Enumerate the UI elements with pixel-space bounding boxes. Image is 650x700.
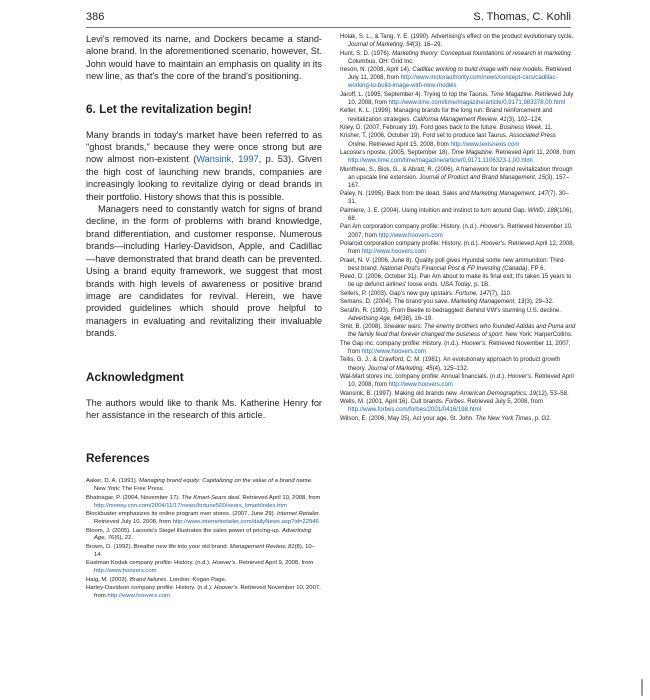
reference-text: Wal-Mart stores inc. company profile: Annual financials. (n.d.).: [340, 374, 508, 381]
reference-source: Hoover's: [507, 374, 532, 381]
reference-entry: [340, 340, 576, 356]
reference-text: Serafin, R. (1993). From Beetle to bedraggled: Behind VW's stunning U.S. decline.: [340, 307, 561, 314]
reference-url-link[interactable]: http://www.hoovers.com: [378, 232, 443, 239]
reference-text: Sellers, P. (2003). Gap's new guy upstairs.: [340, 290, 456, 297]
reference-text: Munthree, S., Bick, G., & Abratt, R. (2006). A framework for brand revitalization through an upscale line extension.: [340, 166, 573, 181]
reference-text: . New York: HarperCollins.: [501, 332, 573, 339]
reference-source: Time Magazine: [490, 91, 532, 98]
reference-text: Wilson, E. (2006, May 25). Act your age, St. John.: [340, 415, 476, 422]
reference-text: (8), 10–14.: [94, 543, 315, 558]
reference-source: Journal of Product and Brand Management, 15: [419, 174, 546, 181]
reference-text: (4), 125–132.: [432, 365, 469, 372]
reference-source: USA Today: [440, 282, 471, 289]
reference-text: . Columbus, OH: Grid Inc.: [348, 50, 573, 65]
reference-text: . Retrieved July 10, 2008, from: [348, 91, 574, 106]
reference-source: Journal of Marketing, 45: [367, 365, 433, 372]
reference-text: Lacoste's riposte. (2005, September 18).: [340, 150, 451, 157]
reference-text: Aaker, D. A. (1991).: [86, 478, 140, 485]
reference-text: . Retrieved November 11, 2007, from: [348, 340, 571, 355]
reference-entry: [340, 373, 576, 389]
reference-text: , p. 1B.: [470, 282, 490, 289]
reference-text: . Retrieved April 15, 2008, from: [365, 141, 451, 148]
reference-entry: [340, 307, 576, 323]
reference-text: Blockbuster emphasizes its online program over stores. (2007, June 29).: [86, 511, 277, 518]
reference-text: (3), 157–167.: [348, 174, 570, 189]
reference-text: . Retrieved July 5, 2008, from: [463, 399, 543, 406]
references-title: References: [86, 451, 150, 466]
reference-text: . Retrieved April 10, 2008, from: [348, 374, 574, 389]
reference-source: Journal of Marketing, 54: [348, 42, 413, 49]
reference-text: Paley, N. (1995). Back from the dead.: [340, 191, 443, 198]
reference-text: (3), 29–32.: [524, 299, 554, 306]
reference-entry: [340, 257, 576, 273]
reference-text: The Gap inc. company profile: History. (n.d.).: [340, 340, 462, 347]
reference-source: Sneaker wars: The enemy brothers who founded Adidas and Puma and the family feud that forever changed the business of sport: [348, 324, 576, 339]
reference-text: . Retrieved April 10, 2008, from: [239, 494, 321, 501]
reference-text: Holak, S. L., & Tang, Y. E. (1990). Advertising's effect on the product evolutionary cycle.: [340, 34, 574, 40]
reference-source: Forbes: [445, 399, 464, 406]
reference-source: WWD, 188: [527, 207, 558, 214]
reference-entry: [86, 544, 322, 560]
citation-link-wansink-1997[interactable]: Wansink, 1997: [196, 154, 259, 165]
reference-entry: [86, 495, 322, 511]
reference-url-link[interactable]: http://www.hoovers.com: [107, 593, 170, 600]
reference-entry: [340, 223, 576, 239]
reference-text: (7), 110.: [489, 290, 512, 297]
reference-source: Time Magazine: [450, 150, 493, 157]
reference-entry: [340, 298, 576, 306]
intro-paragraph: Levi's removed its name, and Dockers became a stand-alone brand. In the aforementioned scenario, however, St. John would have to maintain an emphasis on quality in its new line, as that's the core of the brand's positioning.: [86, 34, 322, 82]
reference-source: Managing brand equity: Capitalizing on the value of a brand name: [139, 478, 311, 485]
reference-source: The New York Times: [475, 415, 532, 422]
reference-text: Jaroff, L. (1995, September 4). Trying to top the Taurus.: [340, 91, 491, 98]
reference-entry: [86, 528, 322, 544]
reference-url-link[interactable]: http://www.lexisnexis.com: [450, 141, 520, 148]
reference-text: Semans, D. (2004). The brand you save.: [340, 299, 451, 306]
reference-entry: [86, 511, 322, 527]
reference-text: (38), 16–19.: [400, 315, 433, 322]
reference-text: Brown, D. (1992). Breathe new life into your old brand.: [86, 543, 230, 550]
section-6-paragraph-1: Many brands in today's market have been referred to as "ghost brands," because they were once strong but are now almost non-existent (Wansink, 1997, p. 53). Given the high cost of launching new brands, companies are increasingly looking to revitalize dying or dead brands in their portfolio. History shows that this is possible.: [86, 129, 322, 202]
reference-entry: [340, 91, 576, 107]
reference-url-link[interactable]: http://money.cnn.com/2004/11/17/news/fortune500/sears_kmart/index.htm: [94, 502, 287, 509]
page-number: 386: [86, 11, 105, 23]
reference-text: Eastman Kodak company profile: History. (n.d.).: [86, 560, 213, 567]
reference-source: Fortune, 147: [455, 290, 490, 297]
reference-text: Tellis, G. J., & Crawford, C. M. (1981). An evolutionary approach to product growth theory.: [340, 357, 561, 372]
reference-text: . Retrieved April 12, 2008, from: [348, 241, 575, 256]
right-column: [340, 33, 576, 423]
reference-url-link[interactable]: http://www.time.com/time/magazine/article/0,9171,1106323-1,00.html: [348, 158, 533, 165]
reference-entry: [340, 240, 576, 256]
reference-text: Wells, M. (2001, April 16). Cult brands.: [340, 399, 446, 406]
reference-url-link[interactable]: http://www.forbes.com/forbes/2001/0416/198.html: [348, 407, 482, 414]
reference-entry: [340, 398, 576, 414]
reference-text: Ireson, N. (2008, April 14).: [340, 67, 413, 74]
left-column: [86, 33, 322, 602]
acknowledgment-title: Acknowledgment: [86, 369, 184, 384]
reference-text: Keller, K. L. (1999). Managing brands for the long run: Brand reinforcement and revitalization strategies.: [340, 108, 553, 123]
reference-entry: [340, 390, 576, 398]
reference-text: Bhatnagar, P. (2004, November 17).: [86, 494, 182, 501]
reference-entry: [86, 478, 322, 494]
reference-url-link[interactable]: http://www.internetretailer.com/dailyNews.asp?id=22946: [172, 519, 319, 526]
reference-source: Internet Retailer: [276, 511, 319, 518]
reference-entry: [340, 124, 576, 132]
section-6-title: 6. Let the revitalization begin!: [86, 101, 252, 116]
reference-text: Harley-Davidson company profile: History. (n.d.).: [86, 585, 215, 592]
reference-text: Haig, M. (2003).: [86, 576, 130, 583]
reference-source: Marketing theory: Conceptual foundations of research in marketing: [392, 50, 571, 57]
reference-source: Advertising Age, 76: [94, 527, 312, 542]
reference-source: California Management Review, 41: [412, 116, 507, 123]
reference-url-link[interactable]: http://www.time.com/time/magazine/article/0,9171,983378,00.html: [388, 99, 566, 106]
reference-text: (12), 53–58.: [536, 390, 569, 397]
reference-text: Polaroid corporation company profile: History. (n.d.).: [340, 241, 482, 248]
reference-entry: [86, 585, 322, 601]
reference-url-link[interactable]: http://www.hoovers.com: [361, 249, 426, 256]
reference-source: National Post's Financial Post & FP Investing (Canada): [379, 265, 528, 272]
reference-source: Business Week: [499, 124, 542, 131]
reference-source: Advertising Age, 64: [348, 315, 401, 322]
reference-text: , 11.: [541, 124, 553, 131]
reference-text: Bloom, J. (2005). Lacoste's Siegel illustrates the sales power of pricing-up.: [86, 527, 282, 534]
scroll-indicator[interactable]: [641, 679, 643, 696]
reference-text: . New York: The Free Press.: [94, 478, 313, 493]
reference-source: Cadillac working to build image with new models: [412, 67, 542, 74]
reference-source: Hoover's: [212, 560, 236, 567]
reference-entry: [340, 166, 576, 190]
reference-source: American Demographics, 19: [459, 390, 537, 397]
reference-source: Hoover's: [214, 585, 238, 592]
running-authors: S. Thomas, C. Kohli: [473, 11, 571, 23]
reference-list-right: [340, 33, 576, 423]
reference-text: Reed, D. (2006, October 31). Pan Am about to make its final exit; It's taken 15 years to tie up defunct airlines' loose ends.: [340, 274, 572, 289]
reference-text: Praet, N. V. (2006, June 8). Quality poll gives Hyundai some new ammunition: Third-best brand.: [340, 257, 566, 272]
reference-entry: [340, 132, 576, 148]
reference-source: Hoover's: [481, 241, 505, 248]
reference-entry: [340, 323, 576, 339]
reference-text: Kiley, D. (2007, February 19). Ford goes back to the future.: [340, 124, 500, 131]
reference-text: , p. G2.: [531, 415, 552, 422]
reference-text: . Retrieved November 10, 2007, from: [94, 585, 321, 600]
reference-source: The Kmart-Sears deal: [181, 494, 240, 501]
reference-text: . Retrieved November 10, 2007, from: [348, 224, 573, 239]
reference-entry: [340, 149, 576, 165]
reference-entry: [340, 50, 576, 66]
reference-entry: [340, 273, 576, 289]
reference-source: Management Review, 81: [229, 543, 295, 550]
reference-text: Smit, B. (2008).: [340, 324, 384, 331]
reference-text: Hunt, S. D. (1976).: [340, 50, 393, 57]
reference-entry: [340, 66, 576, 90]
reference-source: Hoover's: [461, 340, 486, 347]
reference-entry: [340, 290, 576, 298]
reference-text: . Retrieved July 10, 2008, from: [94, 511, 321, 526]
section-6-paragraph-2: Managers need to constantly watch for signs of brand decline, in the form of problems with brand knowledge, brand differentiation, and customer response. Numerous brands—including Harley-Davidson, Apple, and Cadillac—have demonstrated that brand death can be prevented. Using a brand equity framework, we suggest that most brands with high levels of awareness or positive brand image are candidates for revival. Herein, we have provided guidelines which should prove helpful to managers in evaluating and revitalizing their invaluable brands.: [86, 204, 322, 339]
acknowledgment-text: The authors would like to thank Ms. Katherine Henry for her assistance in the research of this article.: [86, 397, 322, 420]
reference-url-link[interactable]: http://www.motorauthority.com/news/concept-cars/cadillac-working-to-build-image-with-new-models: [348, 75, 558, 90]
reference-list-left: [86, 478, 322, 601]
reference-text: (3), 102–124.: [506, 116, 543, 123]
reference-source: Brand failures: [129, 576, 167, 583]
reference-entry: [86, 560, 322, 576]
reference-text: , FP 6.: [527, 265, 546, 272]
reference-entry: [340, 33, 576, 49]
reference-text: Palmiere, J. E. (2004). Using intuition and instinct to turn around Gap.: [340, 207, 528, 214]
reference-text: . Retrieved July 11, 2008, from: [348, 67, 572, 82]
reference-source: Marketing Management, 13: [450, 299, 525, 306]
reference-text: Wansink, B. (1997). Making old brands new.: [340, 390, 460, 397]
reference-entry: [340, 207, 576, 223]
reference-text: . Retrieved April 9, 2008, from: [235, 560, 314, 567]
reference-text: . Retrieved April 11, 2008, from: [492, 150, 575, 157]
reference-url-link[interactable]: http://www.hoovers.com: [361, 348, 426, 355]
reference-text: (106), 68.: [348, 207, 573, 222]
reference-text: . London: Kogan Page.: [166, 576, 227, 583]
reference-entry: [340, 190, 576, 206]
reference-text: (6), 22.: [114, 535, 133, 542]
reference-source: Associated Press Online: [348, 133, 556, 148]
reference-entry: [340, 356, 576, 372]
reference-url-link[interactable]: http://www.hoovers.com: [388, 382, 453, 389]
reference-source: Sales and Marketing Management, 147: [442, 191, 548, 198]
reference-text: Krisher, T. (2006, October 19). Ford set to produce last Taurus.: [340, 133, 510, 140]
reference-entry: [340, 415, 576, 423]
reference-text: (3), 16–29.: [412, 42, 443, 49]
reference-source: Hoover's: [480, 224, 504, 231]
reference-url-link[interactable]: http://www.hoovers.com: [94, 568, 157, 575]
reference-text: (7), 30–31.: [348, 191, 569, 206]
reference-entry: [86, 577, 322, 585]
reference-entry: [340, 107, 576, 123]
reference-text: Pan Am corporation company profile: History. (n.d.).: [340, 224, 481, 231]
running-header: [86, 9, 571, 28]
